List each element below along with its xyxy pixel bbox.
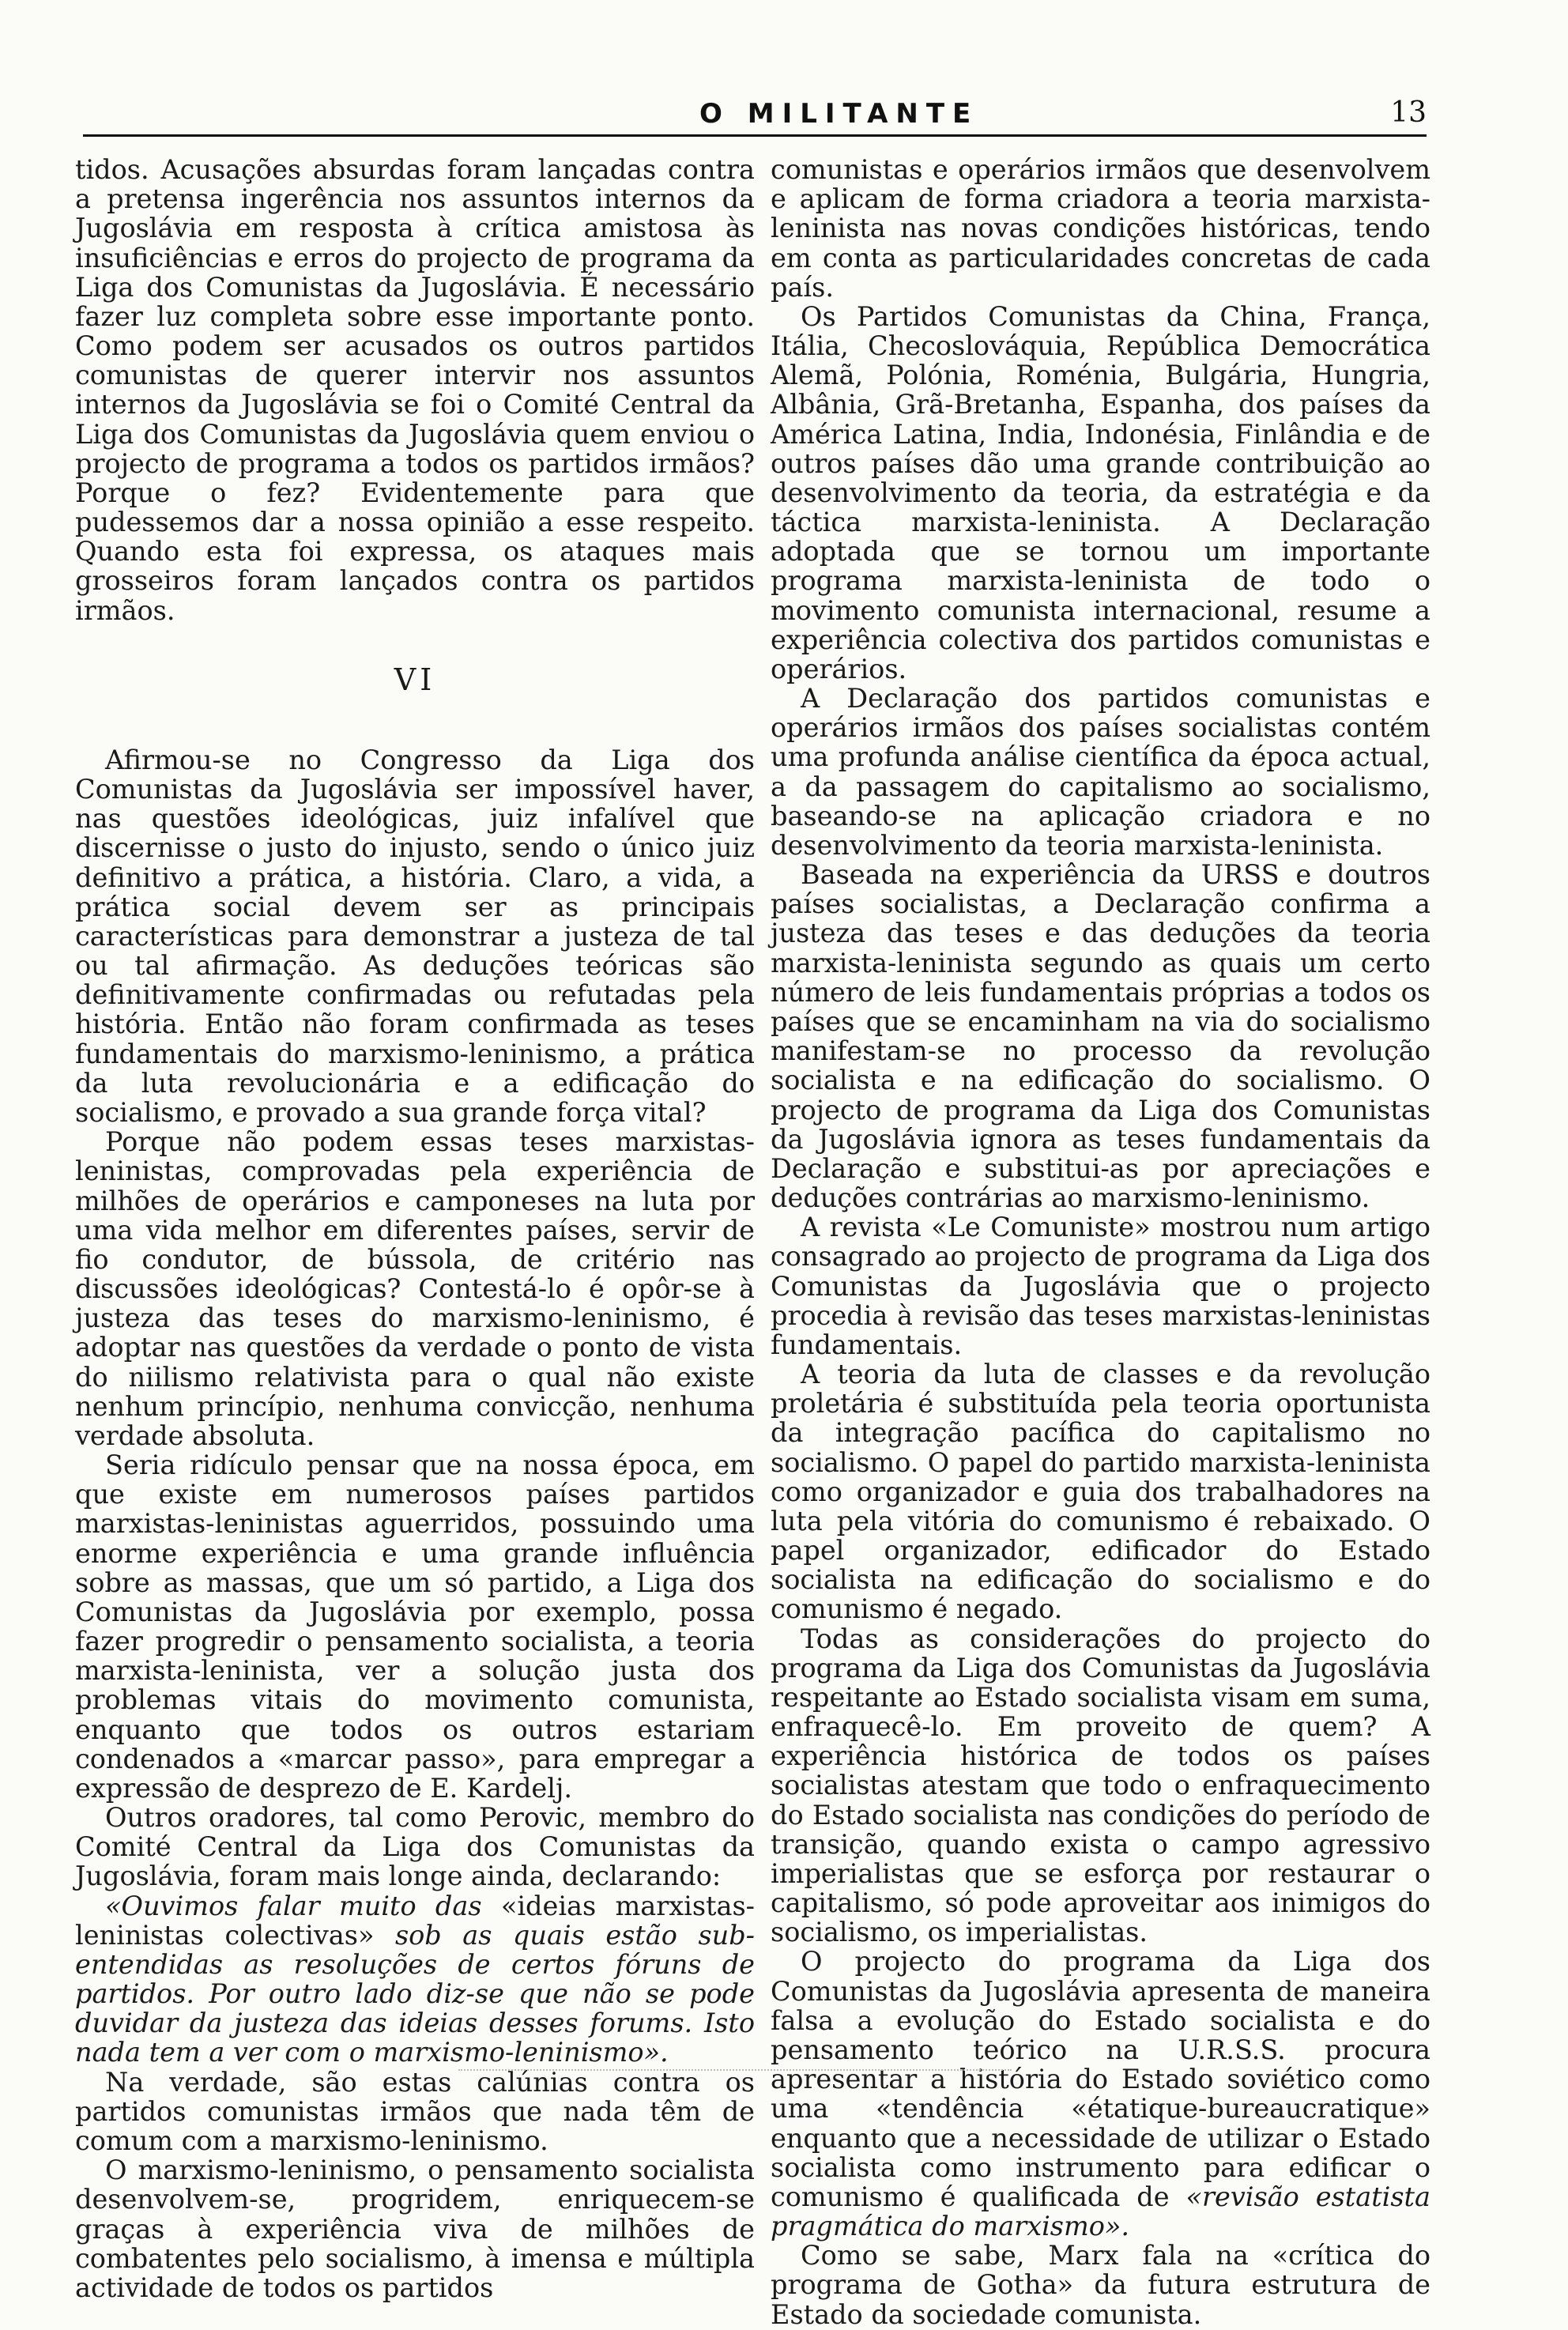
page-number: 13: [1390, 96, 1427, 129]
paragraph: comunistas e operários irmãos que desenvolvem e aplicam de forma criadora a teoria marxista-leninista nas novas condições históricas, tendo em conta as particularidades concretas de cada país.: [771, 154, 1430, 303]
quotation: [75, 1891, 755, 2068]
paragraph-part: O projecto do programa da Liga dos Comunistas da Jugoslávia apresenta de maneira falsa a evolução do Estado socialista e do pensamento teórico na U.R.S.S. procura apresentar a história do Estado soviético como uma «tendência «étatique-bureaucratique» enquanto que a necessidade de utilizar o Estado socialista como instrumento para edificar o comunismo é qualificada de: [771, 1946, 1430, 2212]
quote-part: «Ouvimos falar muito das: [105, 1890, 501, 1921]
paragraph: Afirmou-se no Congresso da Liga dos Comunistas da Jugoslávia ser impossível haver, nas questões ideológicas, juiz infalível que discernisse o justo do injusto, sendo o único juiz definitivo a prática, a história. Claro, a vida, a prática social devem ser as principais características para demonstrar a justeza de tal ou tal afirmação. As deduções teóricas são definitivamente confirmadas ou refutadas pela história. Então não foram confirmada as teses fundamentais do marxismo-leninismo, a prática da luta revolucionária e a edificação do socialismo, e provado a sua grande força vital?: [75, 744, 755, 1128]
paragraph: Os Partidos Comunistas da China, França, Itália, Checoslováquia, República Democrática Alemã, Polónia, Roménia, Bulgária, Hungria, Albânia, Grã-Bretanha, Espanha, dos países da América Latina, India, Indonésia, Finlândia e de outros países dão uma grande contribuição ao desenvolvimento da teoria, da estratégia e da táctica marxista-leninista. A Declaração adoptada que se tornou um importante programa marxista-leninista de todo o movimento comunista internacional, resume a experiência colectiva dos partidos comunistas e operários.: [771, 300, 1430, 684]
footer-mark: [458, 2069, 1012, 2072]
quote-part: «ideias marxistas-leninistas colectivas»: [75, 1890, 755, 1951]
header-rule: [83, 134, 1427, 137]
paragraph: Outros oradores, tal como Perovic, membro do Comité Central da Liga dos Comunistas da Jugoslávia, foram mais longe ainda, declarando:: [75, 1802, 755, 1892]
paragraph: A teoria da luta de classes e da revolução proletária é substituída pela teoria oportunista da integração pacífica do capitalismo no socialismo. O papel do partido marxista-leninista como organizador e guia dos trabalhadores na luta pela vitória do comunismo é rebaixado. O papel organizador, edificador do Estado socialista na edificação do socialismo e do comunismo é negado.: [771, 1359, 1430, 1625]
paragraph: Como se sabe, Marx fala na «crítica do programa de Gotha» da futura estrutura de Estado da sociedade comunista.: [771, 2240, 1430, 2330]
paragraph: Porque não podem essas teses marxistas-leninistas, comprovadas pela experiência de milhões de operários e camponeses na luta por uma vida melhor em diferentes países, servir de fio condutor, de bússola, de critério nas discussões ideológicas? Contestá-lo é opôr-se à justeza das teses do marxismo-leninismo, é adoptar nas questões da verdade o ponto de vista do niilismo relativista para o qual não existe nenhum princípio, nenhuma convicção, nenhuma verdade absoluta.: [75, 1126, 755, 1451]
publication-title: O MILITANTE: [699, 98, 979, 130]
paragraph: [771, 1947, 1430, 2241]
paragraph: O marxismo-leninismo, o pensamento socialista desenvolvem-se, progridem, enriquecem-se graças à experiência viva de milhões de combatentes pelo socialismo, à imensa e múltipla actividade de todos os partidos: [75, 2155, 755, 2303]
paragraph: tidos. Acusações absurdas foram lançadas contra a pretensa ingerência nos assuntos internos da Jugoslávia em resposta à crítica amistosa às insuficiências e erros do projecto de programa da Liga dos Comunistas da Jugoslávia. É necessário fazer luz completa sobre esse importante ponto. Como podem ser acusados os outros partidos comunistas de querer intervir nos assuntos internos da Jugoslávia se foi o Comité Central da Liga dos Comunistas da Jugoslávia quem enviou o projecto de programa a todos os partidos irmãos? Porque o fez? Evidentemente para que pudessemos dar a nossa opinião a esse respeito. Quando esta foi expressa, os ataques mais grosseiros foram lançados contra os partidos irmãos.: [75, 154, 755, 626]
paragraph: Baseada na experiência da URSS e doutros países socialistas, a Declaração confirma a justeza das teses e das deduções da teoria marxista-leninista segundo as quais um certo número de leis fundamentais próprias a todos os países que se encaminham na via do socialismo manifestam-se no processo da revolução socialista e na edificação do socialismo. O projecto de programa da Liga dos Comunistas da Jugoslávia ignora as teses fundamentais da Declaração e substitui-as por apreciações e deduções contrárias ao marxismo-leninismo.: [771, 859, 1430, 1214]
paragraph: Todas as considerações do projecto do programa da Liga dos Comunistas da Jugoslávia respeitante ao Estado socialista visam em suma, enfraquecê-lo. Em proveito de quem? A experiência histórica de todos os países socialistas atestam que todo o enfraquecimento do Estado socialista nas condições do período de transição, quando exista o campo agressivo imperialistas que se esforça por restaurar o capitalismo, só pode aproveitar aos inimigos do socialismo, os imperialistas.: [771, 1623, 1430, 1948]
page-header: [83, 96, 1427, 144]
paragraph-part: «revisão estatista pragmática do marxismo».: [771, 2181, 1430, 2242]
quote-part: sob as quais estão sub-entendidas as resoluções de certos fóruns de partidos. Por outro lado diz-se que não se pode duvidar da justeza das ideias desses forums. Isto nada tem a ver com o marxismo-leninismo».: [75, 1919, 755, 2068]
paragraph: A revista «Le Comuniste» mostrou num artigo consagrado ao projecto de programa da Liga dos Comunistas da Jugoslávia que o projecto procedia à revisão das teses marxistas-leninistas fundamentais.: [771, 1212, 1430, 1360]
right-column: [771, 155, 1430, 2329]
paragraph: Na verdade, são estas calúnias contra os partidos comunistas irmãos que nada têm de comum com a marxismo-leninismo.: [75, 2066, 755, 2156]
paragraph: Seria ridículo pensar que na nossa época, em que existe em numerosos países partidos marxistas-leninistas aguerridos, possuindo uma enorme experiência e uma grande influência sobre as massas, que um só partido, a Liga dos Comunistas da Jugoslávia por exemplo, possa fazer progredir o pensamento socialista, a teoria marxista-leninista, ver a solução justa dos problemas vitais do movimento comunista, enquanto que todos os outros estariam condenados a «marcar passo», para empregar a expressão de desprezo de E. Kardelj.: [75, 1450, 755, 1804]
section-heading: VI: [394, 662, 436, 697]
paragraph: A Declaração dos partidos comunistas e operários irmãos dos países socialistas contém uma profunda análise científica da época actual, a da passagem do capitalismo ao socialismo, baseando-se na aplicação criadora e no desenvolvimento da teoria marxista-leninista.: [771, 683, 1430, 861]
left-column: [75, 155, 755, 2302]
